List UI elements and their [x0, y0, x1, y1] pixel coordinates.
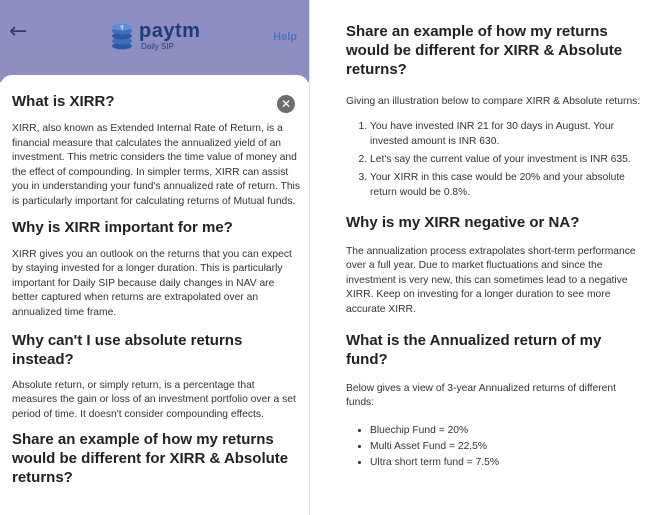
- example-title: Share an example of how my returns would be different for XIRR & Absolute returns?: [346, 23, 623, 78]
- annualized-title: What is the Annualized return of my fund?: [346, 331, 602, 368]
- phone-screen: [0, 0, 310, 515]
- list-item: 3. Your XIRR in this case would be 20% and your absolute return would be 0.8%.: [370, 170, 646, 200]
- brand-subtitle: Daily SIP: [141, 42, 174, 51]
- faq-content: [12, 92, 300, 487]
- section-title: Why is XIRR important for me?: [12, 218, 233, 236]
- example-intro: Giving an illustration below to compare XIRR & Absolute returns:: [346, 96, 641, 107]
- list-item: • Ultra short term fund = 7.5%: [370, 455, 646, 471]
- coin-stack-icon: [111, 22, 133, 50]
- section-title: Why can't I use absolute returns instead?: [12, 331, 243, 368]
- app-header: [0, 0, 309, 82]
- faq-continued: [346, 22, 646, 471]
- fund-list: [346, 423, 646, 471]
- list-item: 1. You have invested INR 21 for 30 days in August. Your invested amount is INR 630.: [370, 119, 646, 149]
- brand-name: paytm: [139, 20, 201, 42]
- list-item: • Bluechip Fund = 20%: [370, 423, 646, 439]
- section-body: Absolute return, or simply return, is a percentage that measures the gain or loss of an investment portfolio over a set period of time. It doesn't consider compounding effects.: [12, 379, 296, 420]
- example-steps: [346, 119, 646, 200]
- section-title: What is XIRR?: [12, 93, 115, 110]
- section-body: XIRR, also known as Extended Internal Rate of Return, is a financial measure that calculates the annualized yield of an investment. This metric considers the time value of money and the effect of compounding. In simpler terms, XIRR can assist you in understanding your fund's annualized rate of return. This is particularly important for calculating returns of Mutual funds.: [12, 123, 300, 207]
- section-title: Share an example of how my returns would be different for XIRR & Absolute returns?: [12, 431, 289, 487]
- list-item: 2. Let's say the current value of your investment is INR 635.: [370, 152, 646, 167]
- svg-text:₹: ₹: [120, 25, 124, 32]
- negative-body: The annualization process extrapolates short-term performance over a full year. Due to market fluctuations and since the investment is very new, this can sometimes lead to a negative XIRR. Keep on investing for a longer duration to see more accurate XIRR.: [346, 245, 636, 315]
- close-icon[interactable]: ✕: [277, 95, 295, 113]
- section-body: XIRR gives you an outlook on the returns that you can expect by staying invested for a longer duration. This is particularly important for Daily SIP because daily changes in NAV are better captured when returns are extrapolated over an annualized time frame.: [12, 248, 292, 318]
- back-arrow-icon[interactable]: ←: [9, 19, 28, 44]
- paytm-logo: [111, 20, 211, 54]
- annualized-intro: Below gives a view of 3-year Annualized returns of different funds:: [346, 382, 616, 409]
- list-item: • Multi Asset Fund = 22.5%: [370, 439, 646, 455]
- help-link[interactable]: Help: [273, 31, 297, 43]
- negative-title: Why is my XIRR negative or NA?: [346, 213, 580, 231]
